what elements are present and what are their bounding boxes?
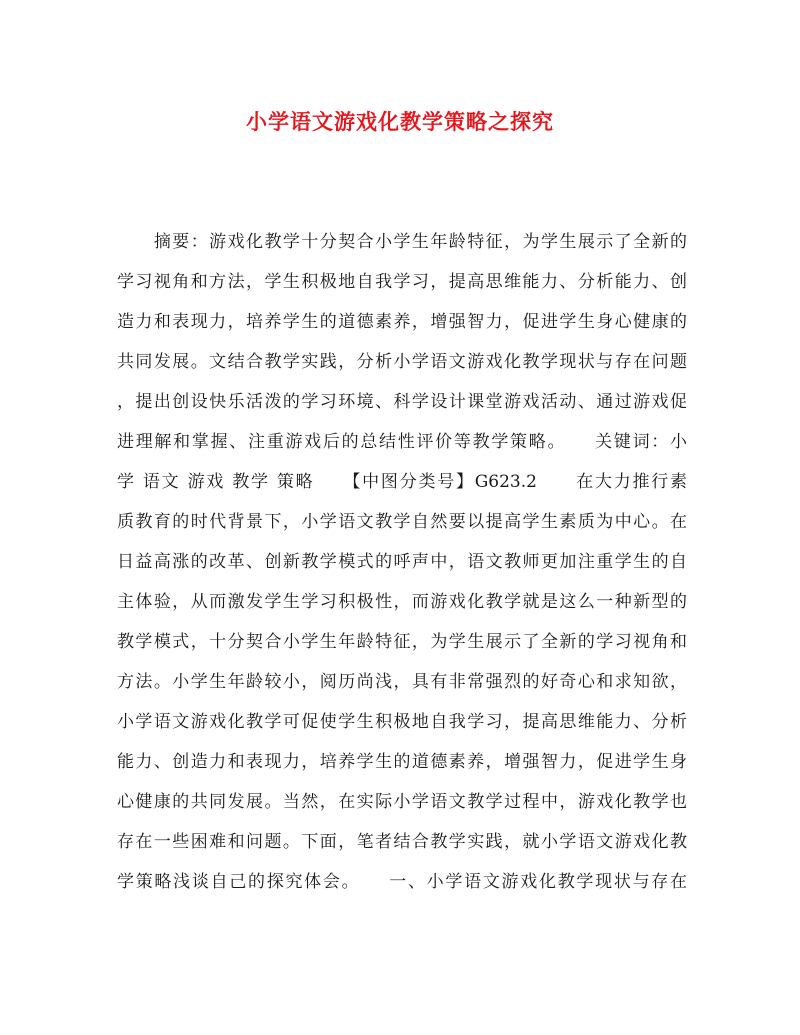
- body-line: 质教育的时代背景下，小学语文教学自然要以提高学生素质为中心。在: [117, 512, 687, 532]
- body-line: 进理解和掌握、注重游戏后的总结性评价等教学策略。 关键词：小: [117, 432, 687, 452]
- body-line: 造力和表现力，培养学生的道德素养，增强智力，促进学生身心健康的: [117, 312, 687, 332]
- document-title: 小学语文游戏化教学策略之探究: [246, 109, 554, 134]
- body-line: 方法。小学生年龄较小，阅历尚浅，具有非常强烈的好奇心和求知欲，: [117, 672, 687, 692]
- body-line: 共同发展。文结合教学实践，分析小学语文游戏化教学现状与存在问题: [117, 352, 687, 372]
- body-line: 日益高涨的改革、创新教学模式的呼声中，语文教师更加注重学生的自: [117, 552, 687, 572]
- body-line: ，提出创设快乐活泼的学习环境、科学设计课堂游戏活动、通过游戏促: [117, 392, 687, 412]
- body-line: 主体验，从而激发学生学习积极性，而游戏化教学就是这么一种新型的: [117, 592, 687, 612]
- body-line: 学策略浅谈自己的探究体会。 一、小学语文游戏化教学现状与存在: [117, 872, 687, 892]
- body-line: 教学模式，十分契合小学生年龄特征，为学生展示了全新的学习视角和: [117, 632, 687, 652]
- body-line: 存在一些困难和问题。下面，笔者结合教学实践，就小学语文游戏化教: [117, 832, 687, 852]
- document-body: [117, 222, 687, 902]
- body-line: 摘要：游戏化教学十分契合小学生年龄特征，为学生展示了全新的: [117, 232, 687, 252]
- body-line: 学 语文 游戏 教学 策略 【中图分类号】G623.2 在大力推行素: [117, 472, 687, 492]
- body-line: 心健康的共同发展。当然，在实际小学语文教学过程中，游戏化教学也: [117, 792, 687, 812]
- body-line: 小学语文游戏化教学可促使学生积极地自我学习，提高思维能力、分析: [117, 712, 687, 732]
- body-line: 能力、创造力和表现力，培养学生的道德素养，增强智力，促进学生身: [117, 752, 687, 772]
- body-line: 学习视角和方法，学生积极地自我学习，提高思维能力、分析能力、创: [117, 272, 687, 292]
